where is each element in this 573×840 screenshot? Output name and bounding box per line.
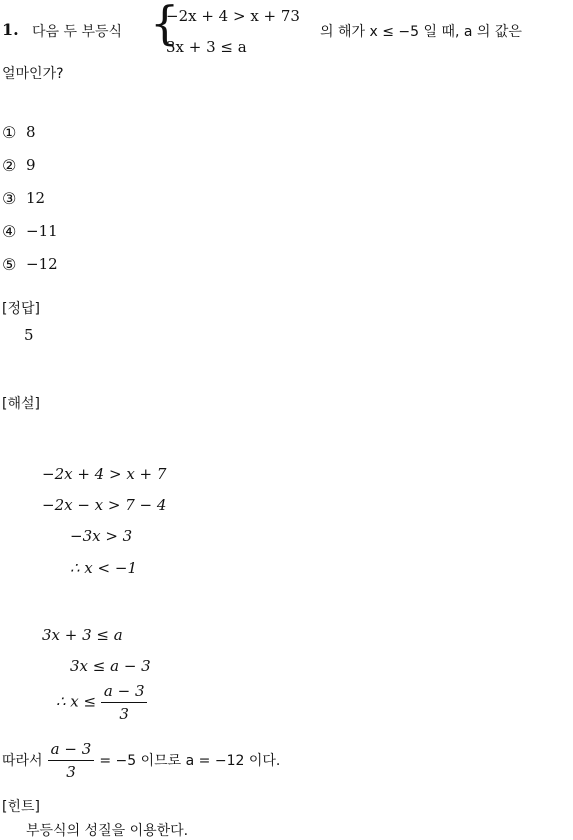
conclusion <box>2 740 280 781</box>
solution-step: 3x + 3 ≤ a <box>42 626 123 644</box>
system-line-1: −2x + 4 > x + 73 <box>166 7 300 25</box>
hint-label: [힌트] <box>2 799 40 815</box>
option-marker: ④ <box>2 222 17 241</box>
solution-step: −3x > 3 <box>70 527 133 545</box>
question-lead: 다음 두 부등식 <box>32 24 123 40</box>
answer-value: 5 <box>24 326 34 344</box>
system-brace: { <box>150 0 180 50</box>
option-marker: ③ <box>2 189 17 208</box>
option-value: 8 <box>26 123 36 141</box>
option-marker: ① <box>2 123 17 142</box>
fraction-denominator: 3 <box>119 705 129 723</box>
answer-label: [정답] <box>2 301 40 317</box>
option-marker: ⑤ <box>2 255 17 274</box>
system-line-2: 3x + 3 ≤ a <box>166 38 247 56</box>
conclusion-fraction <box>48 740 95 781</box>
fraction-numerator: a − 3 <box>101 682 148 703</box>
final-step-prefix: ∴ x ≤ <box>56 692 97 711</box>
option-value: 12 <box>26 189 46 207</box>
solution-final-step <box>56 682 147 723</box>
solution-step: ∴ x < −1 <box>70 559 137 577</box>
conclusion-numerator: a − 3 <box>48 740 95 761</box>
question-line-2: 얼마인가? <box>2 66 64 82</box>
conclusion-suffix: = −5 이므로 a = −12 이다. <box>99 753 281 769</box>
fraction <box>101 682 148 723</box>
solution-step: −2x + 4 > x + 7 <box>42 465 167 483</box>
solution-label: [해설] <box>2 396 40 412</box>
option-value: −11 <box>26 222 58 240</box>
hint-text: 부등식의 성질을 이용한다. <box>26 823 189 839</box>
option-value: −12 <box>26 255 58 273</box>
conclusion-prefix: 따라서 <box>2 753 43 769</box>
question-number: 1. <box>2 20 19 39</box>
solution-step: −2x − x > 7 − 4 <box>42 496 167 514</box>
question-tail: 의 해가 x ≤ −5 일 때, a 의 값은 <box>320 24 522 40</box>
option-value: 9 <box>26 156 36 174</box>
conclusion-denominator: 3 <box>66 763 76 781</box>
option-marker: ② <box>2 156 17 175</box>
solution-step: 3x ≤ a − 3 <box>70 657 151 675</box>
